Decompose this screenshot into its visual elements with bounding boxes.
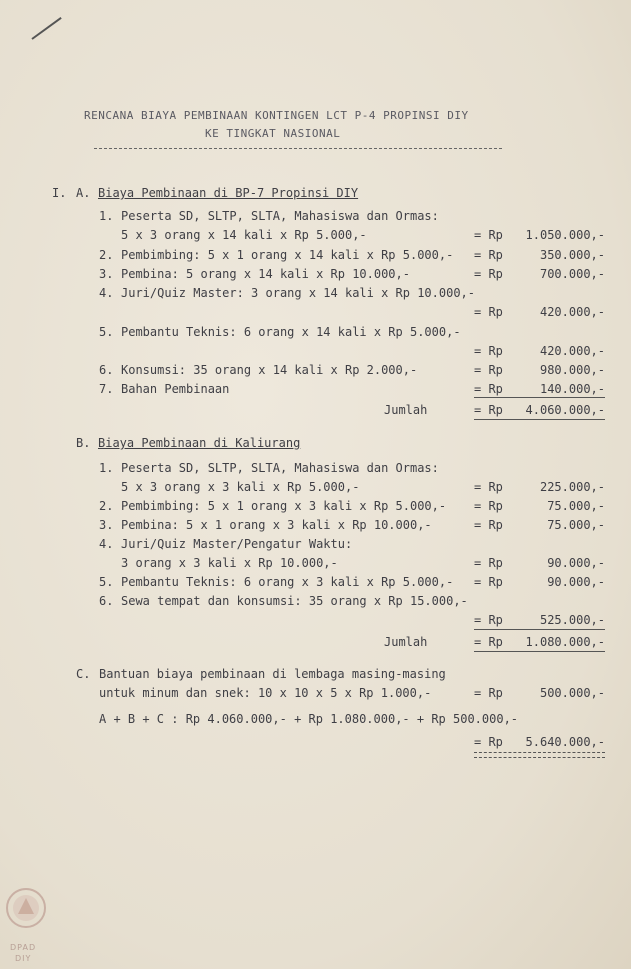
item-number: 6. bbox=[99, 363, 114, 377]
item-text: Juri/Quiz Master: 3 orang x 14 kali x Rp 10.000,- bbox=[121, 286, 476, 300]
logo-text: DPAD bbox=[10, 943, 37, 952]
item-equals: = Rp bbox=[474, 344, 503, 358]
item-number: 2. bbox=[99, 499, 114, 513]
item-text: Pembantu Teknis: 6 orang x 14 kali x Rp 5.000,- bbox=[121, 325, 461, 339]
item-amount: 1.050.000,- bbox=[525, 228, 605, 242]
item-text: Pembantu Teknis: 6 orang x 3 kali x Rp 5.000,- bbox=[121, 575, 454, 589]
section-b-prefix: B. bbox=[76, 436, 91, 450]
item-number: 4. bbox=[99, 537, 114, 551]
document-subtitle: KE TINGKAT NASIONAL bbox=[205, 127, 341, 140]
item-text: Pembina: 5 orang x 14 kali x Rp 10.000,- bbox=[121, 267, 410, 281]
total-label: Jumlah bbox=[384, 635, 428, 649]
item-text: Peserta SD, SLTP, SLTA, Mahasiswa dan Ormas: bbox=[121, 461, 439, 475]
grand-total-formula: A + B + C : Rp 4.060.000,- + Rp 1.080.000,- + Rp 500.000,- bbox=[99, 712, 519, 726]
pen-mark bbox=[31, 17, 61, 40]
item-text: Pembina: 5 x 1 orang x 3 kali x Rp 10.000,- bbox=[121, 518, 432, 532]
item-amount: 350.000,- bbox=[539, 248, 605, 262]
section-b-total: 1.080.000,- bbox=[525, 635, 605, 649]
item-text: Pembimbing: 5 x 1 orang x 14 kali x Rp 5.000,- bbox=[121, 248, 454, 262]
item-amount: 420.000,- bbox=[539, 344, 605, 358]
document-title: RENCANA BIAYA PEMBINAAN KONTINGEN LCT P-4 PROPINSI DIY bbox=[84, 109, 469, 122]
total-equals: = Rp bbox=[474, 403, 503, 417]
section-c-line2: untuk minum dan snek: 10 x 10 x 5 x Rp 1.000,- bbox=[99, 686, 432, 700]
title-rule bbox=[94, 148, 502, 149]
total-rule bbox=[474, 651, 605, 652]
item-number: 1. bbox=[99, 461, 114, 475]
item-number: 3. bbox=[99, 267, 114, 281]
section-a-prefix: A. bbox=[76, 186, 91, 200]
section-c-amount: 500.000,- bbox=[539, 686, 605, 700]
item-equals: = Rp bbox=[474, 480, 503, 494]
item-number: 6. bbox=[99, 594, 114, 608]
item-equals: = Rp bbox=[474, 248, 503, 262]
item-equals: = Rp bbox=[474, 382, 503, 396]
item-equals: = Rp bbox=[474, 363, 503, 377]
item-text-continued: 5 x 3 orang x 3 kali x Rp 5.000,- bbox=[121, 480, 360, 494]
item-amount: 90.000,- bbox=[547, 575, 605, 589]
item-equals: = Rp bbox=[474, 228, 503, 242]
item-text: Pembimbing: 5 x 1 orang x 3 kali x Rp 5.000,- bbox=[121, 499, 447, 513]
item-number: 5. bbox=[99, 575, 114, 589]
item-amount: 420.000,- bbox=[539, 305, 605, 319]
item-equals: = Rp bbox=[474, 305, 503, 319]
total-rule bbox=[474, 419, 605, 420]
item-equals: = Rp bbox=[474, 499, 503, 513]
item-amount: 525.000,- bbox=[539, 613, 605, 627]
section-b-heading: Biaya Pembinaan di Kaliurang bbox=[98, 436, 301, 450]
item-equals: = Rp bbox=[474, 575, 503, 589]
item-amount: 75.000,- bbox=[547, 499, 605, 513]
item-equals: = Rp bbox=[474, 556, 503, 570]
item-amount: 140.000,- bbox=[539, 382, 605, 396]
item-text-continued: 3 orang x 3 kali x Rp 10.000,- bbox=[121, 556, 338, 570]
total-label: Jumlah bbox=[384, 403, 428, 417]
item-amount: 700.000,- bbox=[539, 267, 605, 281]
sum-rule bbox=[474, 397, 605, 398]
item-text: Sewa tempat dan konsumsi: 35 orang x Rp 15.000,- bbox=[121, 594, 468, 608]
item-equals: = Rp bbox=[474, 686, 503, 700]
item-text-continued: 5 x 3 orang x 14 kali x Rp 5.000,- bbox=[121, 228, 367, 242]
section-c-prefix: C. bbox=[76, 667, 91, 681]
item-text: Konsumsi: 35 orang x 14 kali x Rp 2.000,- bbox=[121, 363, 418, 377]
item-number: 7. bbox=[99, 382, 114, 396]
item-text: Bahan Pembinaan bbox=[121, 382, 230, 396]
grand-total-amount: 5.640.000,- bbox=[525, 735, 605, 749]
grand-total-equals: = Rp bbox=[474, 735, 503, 749]
item-amount: 225.000,- bbox=[539, 480, 605, 494]
item-number: 4. bbox=[99, 286, 114, 300]
sum-rule bbox=[474, 629, 605, 630]
item-number: 3. bbox=[99, 518, 114, 532]
item-amount: 90.000,- bbox=[547, 556, 605, 570]
item-text: Peserta SD, SLTP, SLTA, Mahasiswa dan Ormas: bbox=[121, 209, 439, 223]
section-a-total: 4.060.000,- bbox=[525, 403, 605, 417]
item-number: 5. bbox=[99, 325, 114, 339]
item-equals: = Rp bbox=[474, 518, 503, 532]
item-amount: 980.000,- bbox=[539, 363, 605, 377]
section-a-heading: Biaya Pembinaan di BP-7 Propinsi DIY bbox=[98, 186, 359, 200]
section-c-line1: Bantuan biaya pembinaan di lembaga masing-masing bbox=[99, 667, 446, 681]
item-amount: 75.000,- bbox=[547, 518, 605, 532]
item-number: 1. bbox=[99, 209, 114, 223]
archive-seal-icon bbox=[4, 886, 48, 930]
item-number: 2. bbox=[99, 248, 114, 262]
total-equals: = Rp bbox=[474, 635, 503, 649]
logo-text-sub: DIY bbox=[15, 954, 32, 963]
section-roman-numeral: I. bbox=[52, 186, 67, 200]
item-equals: = Rp bbox=[474, 267, 503, 281]
item-text: Juri/Quiz Master/Pengatur Waktu: bbox=[121, 537, 353, 551]
item-equals: = Rp bbox=[474, 613, 503, 627]
double-underline bbox=[474, 752, 605, 758]
